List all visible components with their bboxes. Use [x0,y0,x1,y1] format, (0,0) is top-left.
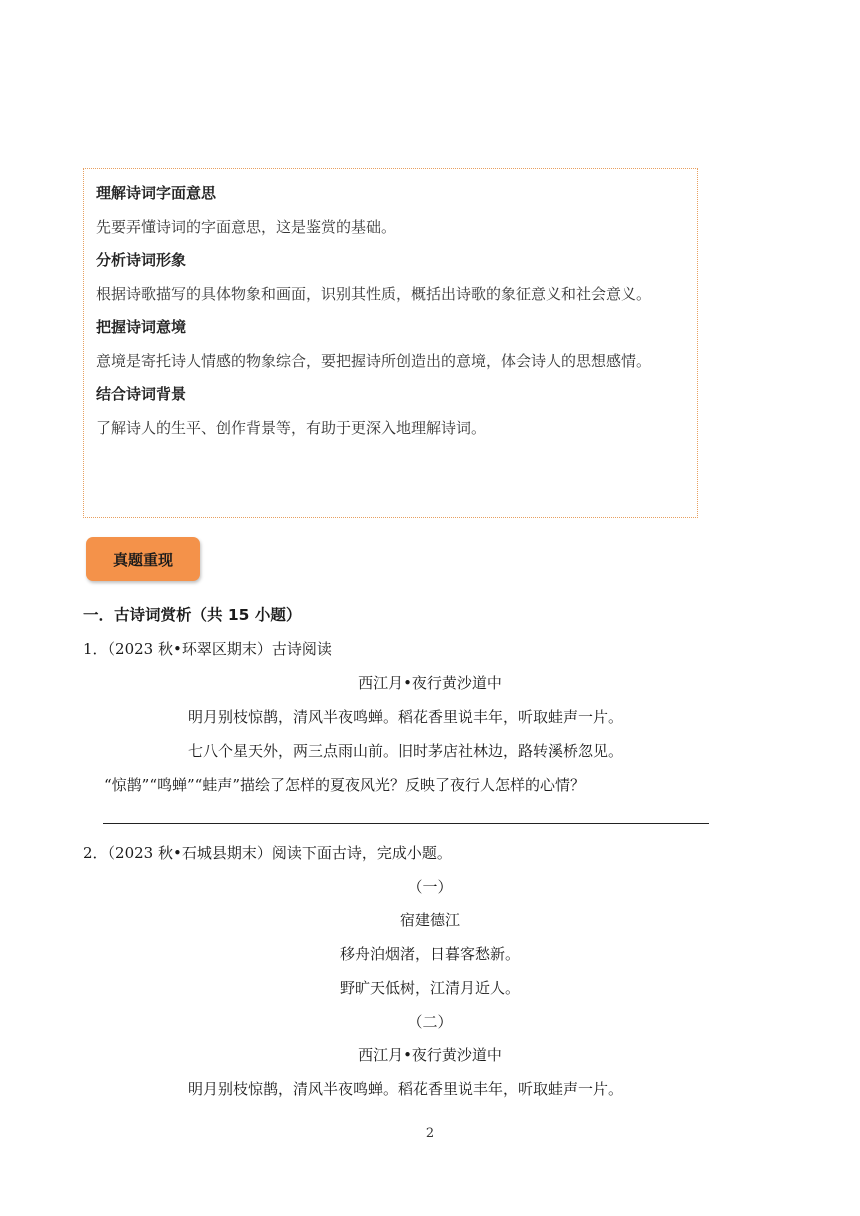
question-1-intro: 1．（2023 秋•环翠区期末）古诗阅读 [83,640,332,658]
tip-body: 了解诗人的生平、创作背景等，有助于更深入地理解诗词。 [96,419,487,437]
question-1-prompt: “惊鹊”“鸣蝉”“蛙声”描绘了怎样的夏夜风光？反映了夜行人怎样的心情？ [104,776,586,794]
poem-title: 西江月•夜行黄沙道中 [358,1046,502,1064]
poem-line: 移舟泊烟渚，日暮客愁新。 [339,945,520,963]
poem-part-label: （一） [407,878,453,896]
answer-line[interactable] [103,823,709,824]
tip-heading: 结合诗词背景 [96,385,187,403]
tips-box [83,168,698,518]
question-2-intro: 2．（2023 秋•石城县期末）阅读下面古诗，完成小题。 [83,844,452,862]
poem-part-label: （二） [407,1013,453,1031]
poem-line: 明月别枝惊鹊，清风半夜鸣蝉。稻花香里说丰年，听取蛙声一片。 [188,1080,624,1098]
tip-heading: 把握诗词意境 [96,318,187,336]
tip-body: 意境是寄托诗人情感的物象综合，要把握诗所创造出的意境，体会诗人的思想感情。 [96,352,652,370]
tip-heading: 分析诗词形象 [96,251,187,269]
poem-line: 野旷天低树，江清月近人。 [339,979,520,997]
poem-title: 西江月•夜行黄沙道中 [358,674,502,692]
poem-title: 宿建德江 [399,911,460,929]
section-title: 一．古诗词赏析（共 15 小题） [83,606,302,624]
tip-body: 根据诗歌描写的具体物象和画面，识别其性质，概括出诗歌的象征意义和社会意义。 [96,285,652,303]
poem-line: 七八个星天外，两三点雨山前。旧时茅店社林边，路转溪桥忽见。 [188,742,624,760]
section-badge: 真题重现 [86,537,200,581]
tip-body: 先要弄懂诗词的字面意思，这是鉴赏的基础。 [96,218,397,236]
poem-line: 明月别枝惊鹊，清风半夜鸣蝉。稻花香里说丰年，听取蛙声一片。 [188,708,624,726]
tip-heading: 理解诗词字面意思 [96,184,217,202]
page-number: 2 [425,1126,435,1141]
